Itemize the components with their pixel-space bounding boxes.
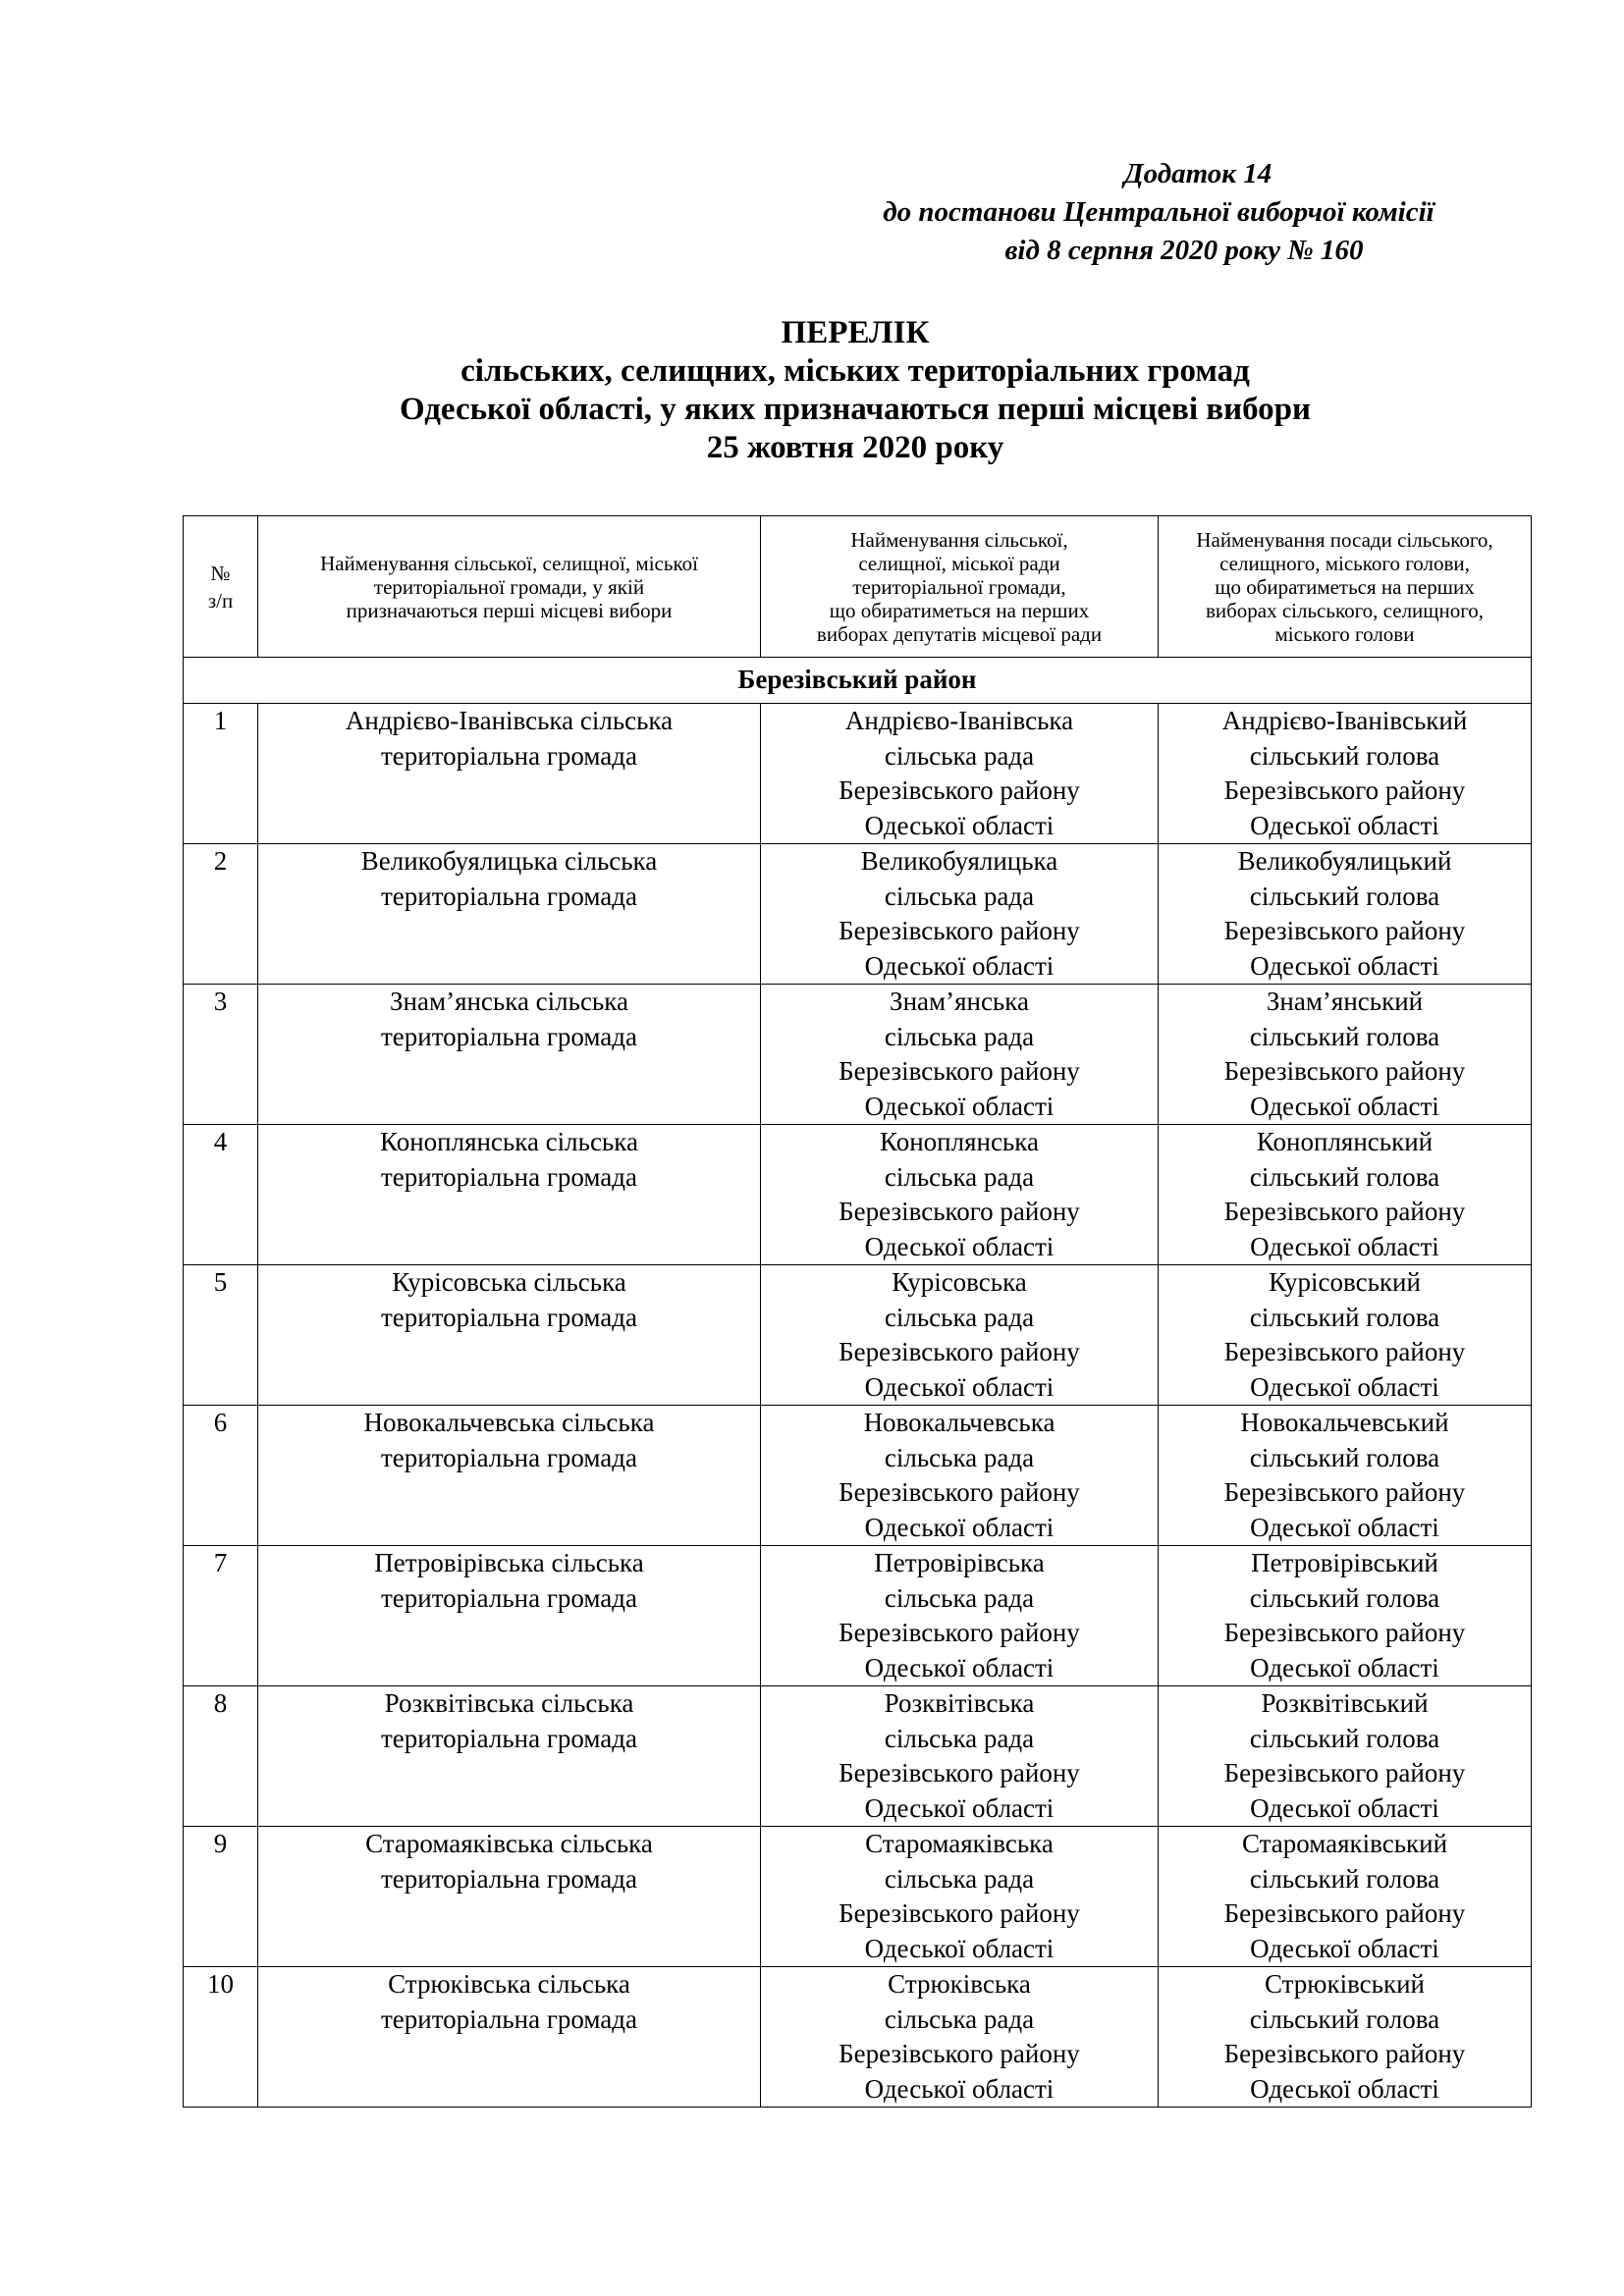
table-row [184, 1686, 1532, 1827]
council-name: Знам’янська сільська рада Березівського району Одеської області [761, 985, 1159, 1125]
community-name: Андрієво-Іванівська сільська територіальна громада [258, 704, 761, 844]
table-row [184, 1125, 1532, 1265]
communities-table [183, 515, 1532, 2108]
title-line-2: сільських, селищних, міських територіальних громад [460, 353, 1250, 389]
row-number: 2 [184, 844, 258, 985]
header-num: № з/п [184, 516, 258, 658]
row-number: 10 [184, 1967, 258, 2108]
council-name: Андрієво-Іванівська сільська рада Березівського району Одеської області [761, 704, 1159, 844]
community-name: Курісовська сільська територіальна громада [258, 1265, 761, 1406]
community-name: Старомаяківська сільська територіальна громада [258, 1827, 761, 1967]
table-row [184, 1967, 1532, 2108]
table-row [184, 1546, 1532, 1686]
header-council: Найменування сільської, селищної, міської ради територіальної громади, що обиратиметься на перших виборах депутатів місцевої ради [761, 516, 1159, 658]
title-line-4: 25 жовтня 2020 року [706, 430, 1004, 465]
table-row [184, 985, 1532, 1125]
head-position: Стрюківський сільський голова Березівського району Одеської області [1159, 1967, 1532, 2108]
head-position: Петровірівський сільський голова Березівського району Одеської області [1159, 1546, 1532, 1686]
document-title [183, 314, 1528, 467]
table-header-row [184, 516, 1532, 658]
head-position: Андрієво-Іванівський сільський голова Березівського району Одеської області [1159, 704, 1532, 844]
table-row [184, 844, 1532, 985]
row-number: 1 [184, 704, 258, 844]
row-number: 7 [184, 1546, 258, 1686]
row-number: 8 [184, 1686, 258, 1827]
council-name: Петровірівська сільська рада Березівського району Одеської області [761, 1546, 1159, 1686]
region-name: Березівський район [184, 658, 1532, 704]
row-number: 9 [184, 1827, 258, 1967]
row-number: 3 [184, 985, 258, 1125]
row-number: 6 [184, 1406, 258, 1546]
community-name: Коноплянська сільська територіальна громада [258, 1125, 761, 1265]
community-name: Стрюківська сільська територіальна громада [258, 1967, 761, 2108]
table-row [184, 1827, 1532, 1967]
appendix-resolution: до постанови Центральної виборчої комісії [883, 196, 1435, 228]
appendix-number: Додаток 14 [1123, 158, 1272, 189]
table-row [184, 704, 1532, 844]
council-name: Новокальчевська сільська рада Березівського району Одеської області [761, 1406, 1159, 1546]
head-position: Старомаяківський сільський голова Березівського району Одеської області [1159, 1827, 1532, 1967]
head-position: Великобуялицький сільський голова Березівського району Одеської області [1159, 844, 1532, 985]
council-name: Коноплянська сільська рада Березівського району Одеської області [761, 1125, 1159, 1265]
header-community: Найменування сільської, селищної, міської територіальної громади, у якій призначаються перші місцеві вибори [258, 516, 761, 658]
appendix-note [844, 155, 1473, 270]
council-name: Старомаяківська сільська рада Березівського району Одеської області [761, 1827, 1159, 1967]
council-name: Розквітівська сільська рада Березівського району Одеської області [761, 1686, 1159, 1827]
community-name: Розквітівська сільська територіальна громада [258, 1686, 761, 1827]
row-number: 5 [184, 1265, 258, 1406]
title-line-3: Одеської області, у яких призначаються перші місцеві вибори [399, 392, 1312, 427]
community-name: Великобуялицька сільська територіальна громада [258, 844, 761, 985]
community-name: Знам’янська сільська територіальна громада [258, 985, 761, 1125]
title-line-1: ПЕРЕЛІК [781, 315, 930, 350]
council-name: Стрюківська сільська рада Березівського району Одеської області [761, 1967, 1159, 2108]
head-position: Знам’янський сільський голова Березівського району Одеської області [1159, 985, 1532, 1125]
head-position: Новокальчевський сільський голова Березівського району Одеської області [1159, 1406, 1532, 1546]
region-row [184, 658, 1532, 704]
appendix-date: від 8 серпня 2020 року № 160 [1004, 235, 1364, 266]
table-row [184, 1406, 1532, 1546]
community-name: Новокальчевська сільська територіальна громада [258, 1406, 761, 1546]
community-name: Петровірівська сільська територіальна громада [258, 1546, 761, 1686]
head-position: Коноплянський сільський голова Березівського району Одеської області [1159, 1125, 1532, 1265]
header-head: Найменування посади сільського, селищного, міського голови, що обиратиметься на перших виборах сільського, селищного, міського голови [1159, 516, 1532, 658]
row-number: 4 [184, 1125, 258, 1265]
table-row [184, 1265, 1532, 1406]
head-position: Розквітівський сільський голова Березівського району Одеської області [1159, 1686, 1532, 1827]
council-name: Курісовська сільська рада Березівського району Одеської області [761, 1265, 1159, 1406]
council-name: Великобуялицька сільська рада Березівського району Одеської області [761, 844, 1159, 985]
head-position: Курісовський сільський голова Березівського району Одеської області [1159, 1265, 1532, 1406]
